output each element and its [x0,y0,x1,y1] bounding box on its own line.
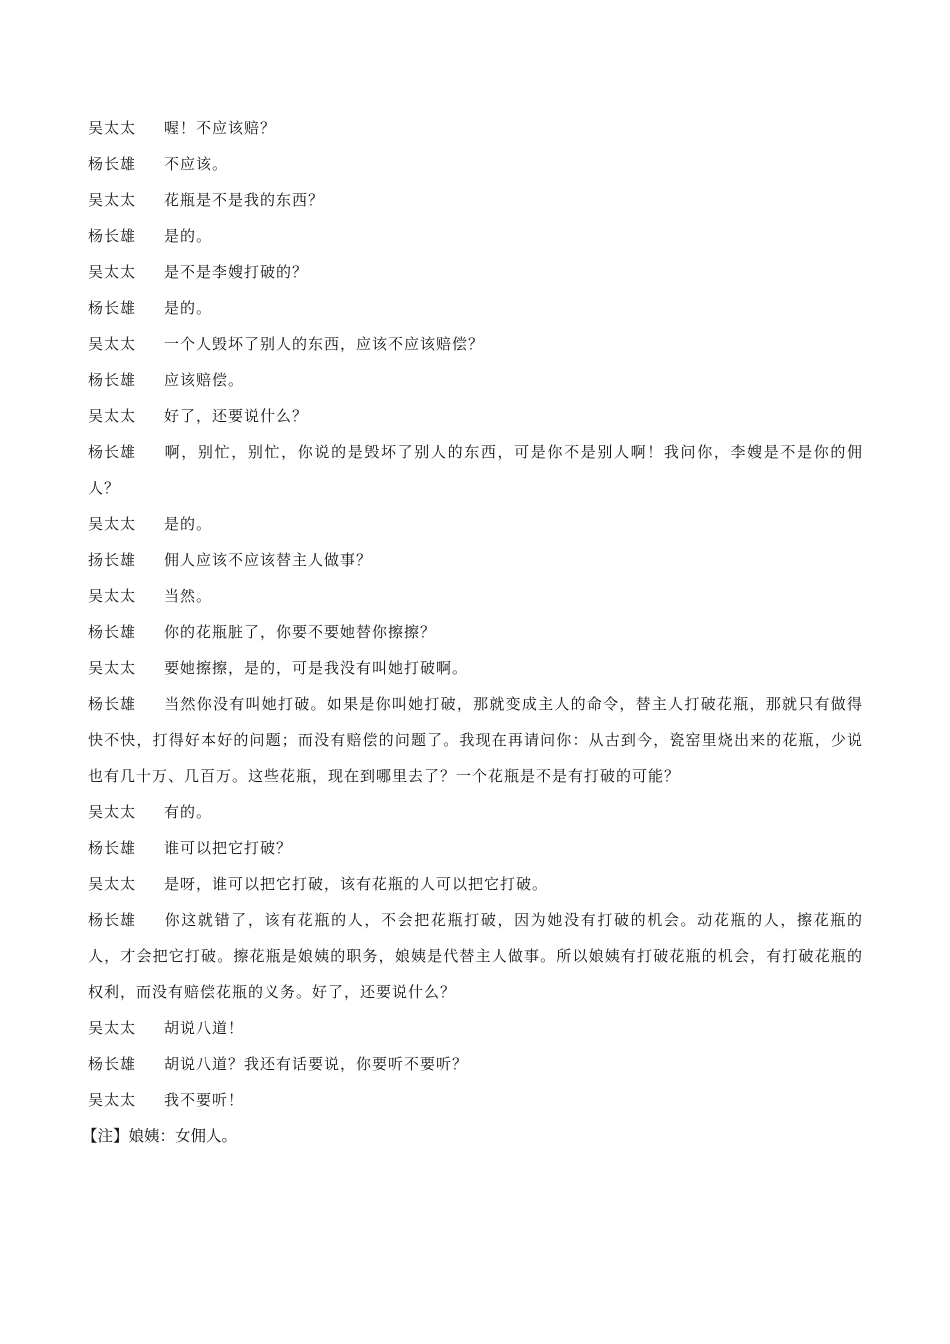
speaker-name: 吴太太 [88,587,137,605]
dialogue-block [82,110,863,1154]
speaker-name: 杨长雄 [88,155,137,173]
speaker-name: 吴太太 [88,191,137,209]
dialogue-line [88,218,863,254]
dialogue-line [88,254,863,290]
dialogue-line [88,290,863,326]
dialogue-line [88,542,863,578]
dialogue-line [88,686,863,794]
speech-text: 花瓶是不是我的东西？ [164,191,325,209]
speech-text: 你这就错了，该有花瓶的人，不会把花瓶打破，因为她没有打破的机会。动花瓶的人，擦花瓶的人，才会把它打破。擦花瓶是娘姨的职务，娘姨是代替主人做事。所以娘姨有打破花瓶的机会，有打破花瓶的权利，而没有赔偿花瓶的义务。好了，还要说什么？ [88,911,863,1001]
speech-text: 啊，别忙，别忙，你说的是毁坏了别人的东西，可是你不是别人啊！我问你，李嫂是不是你的佣人？ [88,443,863,497]
speech-text: 是不是李嫂打破的？ [164,263,309,281]
speech-text: 胡说八道？我还有话要说，你要听不要听？ [164,1055,469,1073]
speech-text: 有的。 [164,803,213,821]
speech-text: 不应该。 [164,155,229,173]
speech-text: 要她擦擦，是的，可是我没有叫她打破啊。 [164,659,469,677]
speaker-name: 吴太太 [88,263,137,281]
speech-text: 一个人毁坏了别人的东西，应该不应该赔偿？ [164,335,485,353]
dialogue-line [88,110,863,146]
speaker-name: 吴太太 [88,515,137,533]
speaker-name: 吴太太 [88,659,137,677]
speech-text: 好了，还要说什么？ [164,407,309,425]
speaker-name: 吴太太 [88,335,137,353]
dialogue-line [88,650,863,686]
speaker-name: 吴太太 [88,1019,137,1037]
speaker-name: 杨长雄 [88,623,137,641]
speaker-name: 吴太太 [88,875,137,893]
speaker-name: 扬长雄 [88,551,137,569]
dialogue-line [88,902,863,1010]
dialogue-line [88,506,863,542]
dialogue-line [88,1046,863,1082]
dialogue-line [88,434,863,506]
dialogue-line [88,362,863,398]
speaker-name: 杨长雄 [88,1055,137,1073]
dialogue-line [88,1010,863,1046]
speech-text: 应该赔偿。 [164,371,245,389]
speaker-name: 吴太太 [88,119,137,137]
speech-text: 佣人应该不应该替主人做事？ [164,551,373,569]
speech-text: 是的。 [164,227,213,245]
dialogue-line [88,326,863,362]
speech-text: 胡说八道！ [164,1019,245,1037]
speech-text: 我不要听！ [164,1091,245,1109]
dialogue-line [88,146,863,182]
footnote: 【注】娘姨：女佣人。 [82,1127,238,1145]
speech-text: 当然你没有叫她打破。如果是你叫她打破，那就变成主人的命令，替主人打破花瓶，那就只有做得快不快，打得好本好的问题；而没有赔偿的问题了。我现在再请问你：从古到今，瓷窑里烧出来的花瓶，少说也有几十万、几百万。这些花瓶，现在到哪里去了？一个花瓶是不是有打破的可能？ [88,695,863,785]
dialogue-line [88,794,863,830]
speaker-name: 杨长雄 [88,299,137,317]
speaker-name: 杨长雄 [88,695,137,713]
speaker-name: 杨长雄 [88,911,137,929]
dialogue-line [88,866,863,902]
speech-text: 是呀，谁可以把它打破，该有花瓶的人可以把它打破。 [164,875,549,893]
speech-text: 喔！不应该赔？ [164,119,277,137]
dialogue-line [88,1082,863,1118]
speech-text: 当然。 [164,587,213,605]
speech-text: 是的。 [164,299,213,317]
dialogue-line [88,614,863,650]
speaker-name: 吴太太 [88,407,137,425]
speaker-name: 杨长雄 [88,227,137,245]
speaker-name: 杨长雄 [88,443,137,461]
dialogue-line [88,398,863,434]
speaker-name: 吴太太 [88,1091,137,1109]
dialogue-line [88,578,863,614]
speech-text: 谁可以把它打破？ [164,839,293,857]
dialogue-line [88,830,863,866]
speech-text: 是的。 [164,515,213,533]
speaker-name: 杨长雄 [88,839,137,857]
speech-text: 你的花瓶脏了，你要不要她替你擦擦？ [164,623,437,641]
speaker-name: 杨长雄 [88,371,137,389]
dialogue-line [88,182,863,218]
speaker-name: 吴太太 [88,803,137,821]
